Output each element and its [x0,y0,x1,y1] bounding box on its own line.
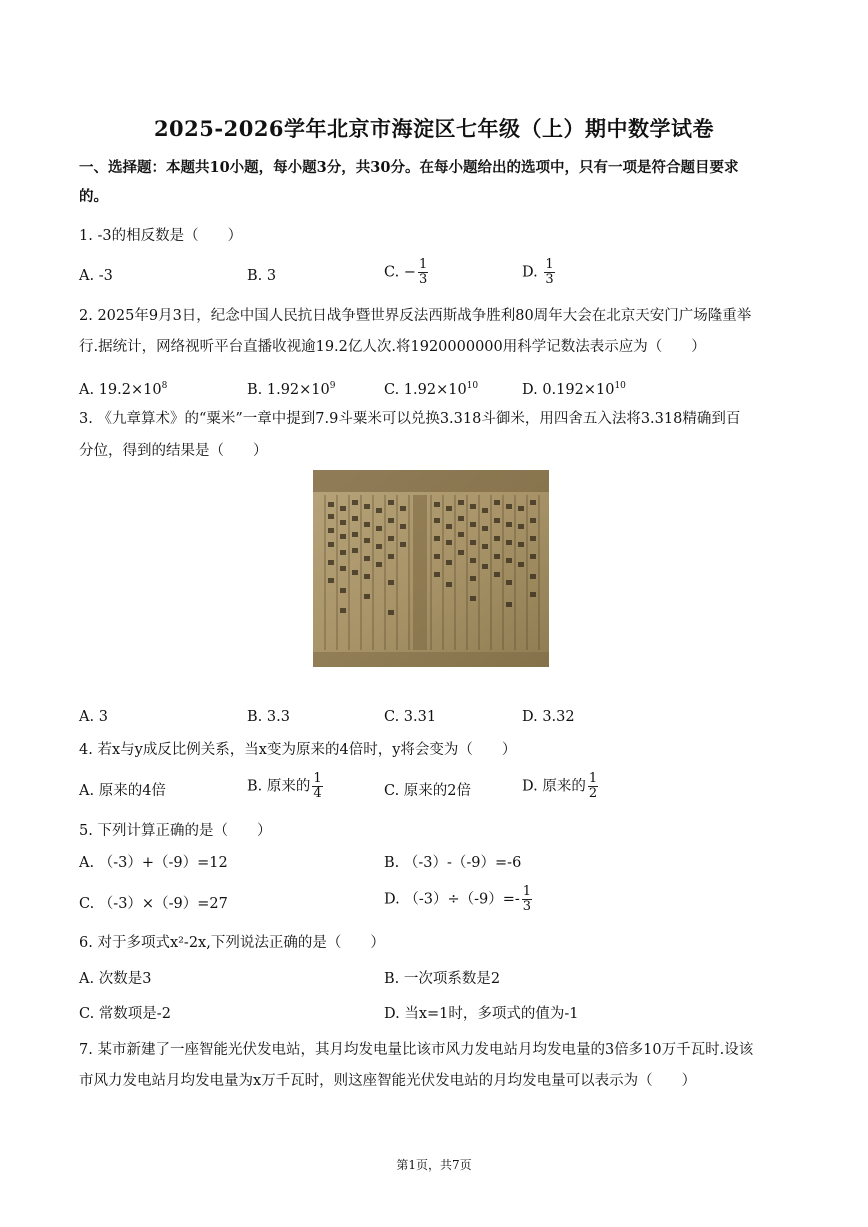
book-top-edge [313,470,549,492]
q4-option-d: D. 原来的 $\frac{1}{2}$ [522,771,598,801]
q6-option-d: D. 当x=1时，多项式的值为-1 [384,1006,579,1022]
q4-b-fraction: $\frac{1}{4}$ [313,771,322,801]
question-5-stem: 5. 下列计算正确的是（ ） [79,823,272,839]
q4-d-fraction: $\frac{1}{2}$ [588,771,598,801]
page-footer: 第1页，共7页 [396,1158,472,1172]
section-heading-line-1: 一、选择题：本题共10小题，每小题3分，共30分。在每小题给出的选项中，只有一项是符合题目要求 [79,159,739,176]
q1-d-fraction: $\frac{1}{3}$ [545,257,554,287]
q4-option-c: C. 原来的2倍 [384,783,472,799]
q2-option-b: B. $1.92\times 10^9$ [247,381,336,398]
q4-option-b: B. 原来的 $\frac{1}{4}$ [247,771,322,801]
q5-d-fraction: $\frac{1}{3}$ [522,884,532,914]
q2-option-c: C. $1.92\times 10^{10}$ [384,381,479,398]
q5-option-d: D. （-3）÷（-9）=- $\frac{1}{3}$ [384,884,532,914]
q3-option-b: B. 3.3 [247,709,290,725]
q6-option-a: A. 次数是3 [79,971,152,987]
q1-c-fraction: $\frac{1}{3}$ [418,257,428,287]
q1-option-d: D. $\frac{1}{3}$ [522,257,554,287]
q1-option-c: C. − $\frac{1}{3}$ [384,257,428,287]
question-7-stem-line-2: 市风力发电站月均发电量为x万千瓦时，则这座智能光伏发电站的月均发电量可以表示为（ ） [79,1073,697,1089]
q6-option-c: C. 常数项是-2 [79,1006,171,1022]
question-7-stem-line-1: 7. 某市新建了一座智能光伏发电站，其月均发电量比该市风力发电站月均发电量的3倍多10万千瓦时.设该 [79,1042,754,1058]
section-heading-line-2: 的。 [79,188,108,205]
q3-option-c: C. 3.31 [384,709,437,725]
q6-option-b: B. 一次项系数是2 [384,971,501,987]
ancient-book-image [313,470,549,667]
q1-option-a: A. -3 [79,268,113,284]
question-6-stem: 6. 对于多项式x²-2x,下列说法正确的是（ ） [79,935,385,951]
q5-option-b: B. （-3）-（-9）=-6 [384,855,522,871]
q4-option-a: A. 原来的4倍 [79,783,166,799]
q3-option-a: A. 3 [79,709,108,725]
question-2-stem-line-2: 行.据统计，网络视听平台直播收视逾19.2亿人次.将1920000000用科学记数法表示应为（ ） [79,339,706,355]
question-1-stem: 1. -3的相反数是（ ） [79,228,243,244]
question-3-stem-line-1: 3. 《九章算术》的“粟米”一章中提到7.9斗粟米可以兑换3.318斗御米，用四舍五入法将3.318精确到百 [79,411,741,427]
question-4-stem: 4. 若x与y成反比例关系，当x变为原来的4倍时，y将会变为（ ） [79,742,517,758]
question-3-stem-line-2: 分位，得到的结果是（ ） [79,443,268,459]
q1-option-b: B. 3 [247,268,277,284]
book-bottom-edge [313,652,549,667]
q2-option-a: A. $19.2\times 10^8$ [79,381,168,398]
page-title: 2025-2026学年北京市海淀区七年级（上）期中数学试卷 [153,116,715,141]
q2-option-d: D. $0.192\times 10^{10}$ [522,381,626,398]
book-spine [413,495,427,650]
question-2-stem-line-1: 2. 2025年9月3日，纪念中国人民抗日战争暨世界反法西斯战争胜利80周年大会在北京天安门广场隆重举 [79,308,752,324]
q5-option-c: C. （-3）×（-9）=27 [79,896,228,912]
q3-option-d: D. 3.32 [522,709,575,725]
q5-option-a: A. （-3）+（-9）=12 [79,855,228,871]
